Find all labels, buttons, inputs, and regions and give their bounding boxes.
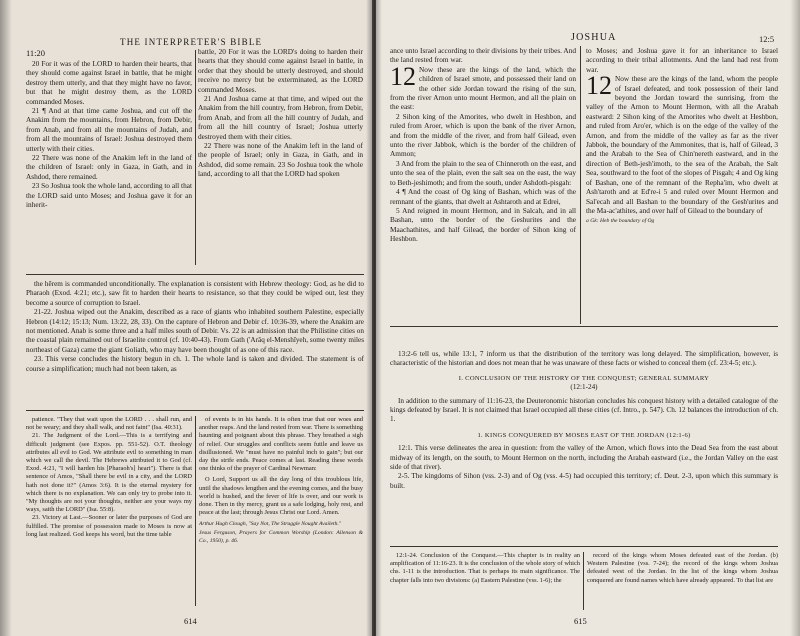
kjv-verse: 5 And reigned in mount Hermon, and in Salcah, and in all Bashan, unto the border of the Geshurites and the Maachathites, and half Gilead, the border of Sihon king of Heshbon. [390,205,576,244]
right-verse-ref: 12:5 [759,34,775,44]
rsv-verse: 21 And Joshua came at that time, and wiped out the Anakim from the hill country, from Hebron, from Debir, from Anab, and from all the hill country of Judah, and from all the hill country of Israel; Joshua utterly destroyed them with their cities. [198,94,363,141]
chapter-number: 12 [390,61,416,91]
rsv-verse: 22 There was none of the Anakim left in the land of the people of Israel; only in Gaza, in Gath, and in Ashdod, did some remain. 23 So Joshua took the whole land, according to all that the LORD had spoken [198,141,363,179]
footnote: Jesus Ferguson, Prayers for Common Worship (London: Allenson & Co., 1950), p. 46. [199,529,363,544]
subsection-heading: 1. KINGS CONQUERED BY MOSES EAST OF THE JORDAN (12:1-6) [477,431,691,439]
left-exposition-col1 [26,416,192,612]
exegesis-paragraph: 2-5. The kingdoms of Sihon (vss. 2-3) and of Og (vss. 4-5) had occupied this territory; cf. Deut. 2-3, upon which this summary is built. [390,472,778,490]
left-exposition-col2 [199,416,363,612]
kjv-verse: 23 So Joshua took the whole land, according to all that the LORD said unto Moses; and Joshua gave it for an inherit- [26,181,192,210]
right-page-number: 615 [574,616,587,626]
left-verse-ref: 11:20 [26,48,46,58]
left-running-head: THE INTERPRETER'S BIBLE [120,37,263,47]
book-gutter [366,0,382,636]
exegesis-paragraph: 23. This verse concludes the history begun in ch. 1. The whole land is taken and divided. The statement is of course a simplification; much had not been taken, as [26,355,364,373]
prayer-quote: O Lord, Support us all the day long of this troublous life, until the shadows lengthen and the evening comes, and the busy world is hushed, and the fever of life is over, and our work is done. Then in thy mercy, grant us a safe lodging, holy rest, and peace at the last; through Jesus Christ our Lord. Amen. [199,476,363,517]
exposition-paragraph: 23. Victory at Last.—Sooner or later the purposes of God are fulfilled. The promise of possession made to Moses is now at long last realized. God keeps his word, but the time table [26,514,192,538]
page-edge-shadow [790,0,800,636]
left-kjv-column [26,59,192,271]
column-divider [195,416,196,606]
exposition-paragraph: patience. "They that wait upon the LORD . . . shall run, and not be weary; and they shall walk, and not faint" (Isa. 40:31). [26,416,192,432]
exposition-paragraph: of events is in his hands. It is often true that our woes and another reaps. And the land rested from war. There is something haunting and poignant about this phrase. They breathed a sigh of relief. Our struggles and conflicts seem futile and leave us disillusioned. We "must have no painful inch to gain"; but our day the strife ends. Peace comes at last. Reading these words one thinks of the prayer of Cardinal Newman: [199,416,363,473]
exegesis-paragraph: 21-22. Joshua wiped out the Anakim, described as a race of giants who inhabited southern Palestine, especially Hebron (14:12; 15:13; Num. 13:22, 28, 33). On the capture of Hebron and Debir cf. 10:36-39, where the Anakim are not mentioned. Anab is some three and a half miles south of Debir. Vs. 22 is an admission that the Philistine cities on the coastal plain remained out of Israelite control (cf. 10:40-43). From Gath ('Arâq el-Menshîyeh, some twenty miles northeast of Gaza) came the giant Goliath, who may have been thought of as one of this race. [26,308,364,354]
section-rule [390,326,778,327]
right-kjv-column [390,46,576,324]
right-rsv-column [586,46,778,324]
exegesis-paragraph: 13:2-6 tell us, while 13:1, 7 inform us that the distribution of the territory was long delayed. The simplification, however, is characteristic of the historian and does not mean that he was unaware of these facts or wished to conceal them (cf. 23:4-5; etc.). [390,350,778,368]
right-page [376,0,800,636]
section-rule [390,546,778,547]
footnote: a Gk: Heb the boundary of Og [586,218,655,225]
kjv-verse: 20 For it was of the LORD to harden their hearts, that they should come against Israel in battle, that he might destroy them utterly, and that they might have no favor, but that he might destroy them, as the LORD commanded Moses. [26,59,192,106]
exposition-paragraph: 12:1-24. Conclusion of the Conquest.—This chapter is in reality an amplification of 11:16-23. It is the conclusion of the whole story of which chs. 1-11 is the introduction. That is perhaps its main significance. The chapter falls into two divisions: (a) Eastern Palestine (vss. 1-6); the [390,552,580,584]
left-rsv-column [198,47,363,271]
kjv-verse: 2 Sihon king of the Amorites, who dwelt in Heshbon, and ruled from Aroer, which is upon the bank of the river Arnon, and from the middle of the river, and from half Gilead, even unto the river Jabbok, which is the border of the children of Ammon; [390,111,576,159]
page-edge-shadow [0,0,12,636]
exposition-paragraph: record of the kings whom Moses defeated east of the Jordan. (b) Western Palestine (vss. 7-24); the record of the kings whom Joshua defeated west of the Jordan. In the list of the kings whom Joshua conquered are found names which have already appeared. To that list are [587,552,778,584]
left-page [0,0,372,636]
left-exegesis [26,280,364,406]
column-divider [580,46,581,324]
rsv-verse: battle, 20 For it was the LORD's doing to harden their hearts that they should come against Israel in battle, in order that they should be utterly destroyed, and should receive no mercy but be exterminated, as the LORD commanded Moses. [198,47,363,94]
kjv-verse: 21 ¶ And at that time came Joshua, and cut off the Anakim from the mountains, from Hebron, from Debir, from Anab, and from all the mountains of Judah, and from all the mountains of Israel: Joshua destroyed them utterly with their cities. [26,106,192,153]
kjv-verse: 3 And from the plain to the sea of Chinneroth on the east, and unto the sea of the plain, even the salt sea on the east, the way to Beth-jeshimoth; and from the south, under Ashdoth-pisgah: [390,158,576,187]
exposition-paragraph: 21. The Judgment of the Lord.—This is a terrifying and difficult judgment (see Expos. pp. 551-52). O.T. theology attributes all evil to God. We attribute evil to something in man which we call the devil. The Hebrews attributed it to God (cf. Exod. 4:21, "I will harden his [Pharaoh's] heart"). There is that sentence of Amos, "Shall there be evil in a city, and the LORD hath not done it?" (Amos 3:6). It is the eternal mystery for which there is no explanation. We can only try to probe into it. "My thoughts are not your thoughts, neither are your ways my ways, saith the LORD" (Isa. 55:8). [26,432,192,514]
column-divider [195,50,196,265]
right-exposition-col2 [587,552,778,612]
section-range: (12:1-24) [570,383,598,392]
section-rule [26,410,364,411]
rsv-verse: to Moses; and Joshua gave it for an inheritance to Israel according to their tribal allotments. And the land had rest from war. [586,46,778,74]
right-running-head: JOSHUA [571,32,617,43]
kjv-verse: ance unto Israel according to their divisions by their tribes. And the land rested from war. [390,46,576,65]
kjv-verse: 4 ¶ And the coast of Og king of Bashan, which was of the remnant of the giants, that dwelt at Ashtaroth and at Edrei, [390,187,576,206]
left-page-number: 614 [184,616,197,626]
right-exegesis [390,350,778,550]
kjv-verse: Now these are the kings of the land, which the children of Israel smote, and possessed their land on the other side Jordan toward the rising of the sun, from the river Arnon unto mount Hermon, and all the plain on the east: [390,64,576,112]
exegesis-paragraph: the hērem is commanded unconditionally. The explanation is consistent with Hebrew theology: God, as he did to Pharaoh (Exod. 4:21; etc.), saw fit to harden their hearts to resistance, so that they could be wiped out, lest they become a source of corruption to Israel. [26,280,364,307]
footnote: Arthur Hugh Clough, "Say Not, The Struggle Nought Availeth." [199,521,342,528]
rsv-verse: Now these are the kings of the land, whom the people of Israel defeated, and took possession of their land beyond the Jordan toward the sunrising, from the valley of the Arnon to Mount Hermon, with all the Arabah eastward: 2 Sihon king of the Amorites who dwelt at Heshbon, and ruled from Aro'er, which is on the edge of the valley of the Arnon, and from the middle of the valley as far as the river Jabbok, the boundary of the Ammonites, that is, half of Gilead, 3 and the Arabah to the Sea of Chin'nereth eastward, and in the direction of Beth-jesh'imoth, to the sea of the Arabah, the Salt Sea, southward to the foot of the slopes of Pisgah; 4 and Og king of Bashan, one of the remnant of the Repha'im, who dwelt at Ash'taroth and at Ed're-i 5 and ruled over Mount Hermon and Sal'ecah and all Bashan to the boundary of the Gesh'urites and the Ma-ac'athites, and over half of Gilead to the boundary of [586,74,778,215]
right-exposition-col1 [390,552,580,612]
chapter-number: 12 [586,71,612,101]
exegesis-paragraph: In addition to the summary of 11:16-23, the Deuteronomic historian concludes his conquest history with a detailed catalogue of the kings defeated by Israel. It is not claimed that Israel occupied all these cities (cf. Intro., p. 547). Ch. 12 balances the introduction of ch. 1. [390,396,778,424]
section-rule [26,274,364,275]
exegesis-paragraph: 12:1. This verse delineates the area in question: from the valley of the Arnon, which flows into the Dead Sea from the east about midway of its length, on the south, to Mount Hermon on the north, including the Arabah eastward (i.e., the Jordan Valley on the east side of that river). [390,444,778,472]
column-divider [583,552,584,610]
section-heading: I. CONCLUSION OF THE HISTORY OF THE CONQUEST; GENERAL SUMMARY [458,374,710,382]
kjv-verse: 22 There was none of the Anakim left in the land of the children of Israel: only in Gaza, in Gath, and in Ashdod, there remained. [26,153,192,181]
